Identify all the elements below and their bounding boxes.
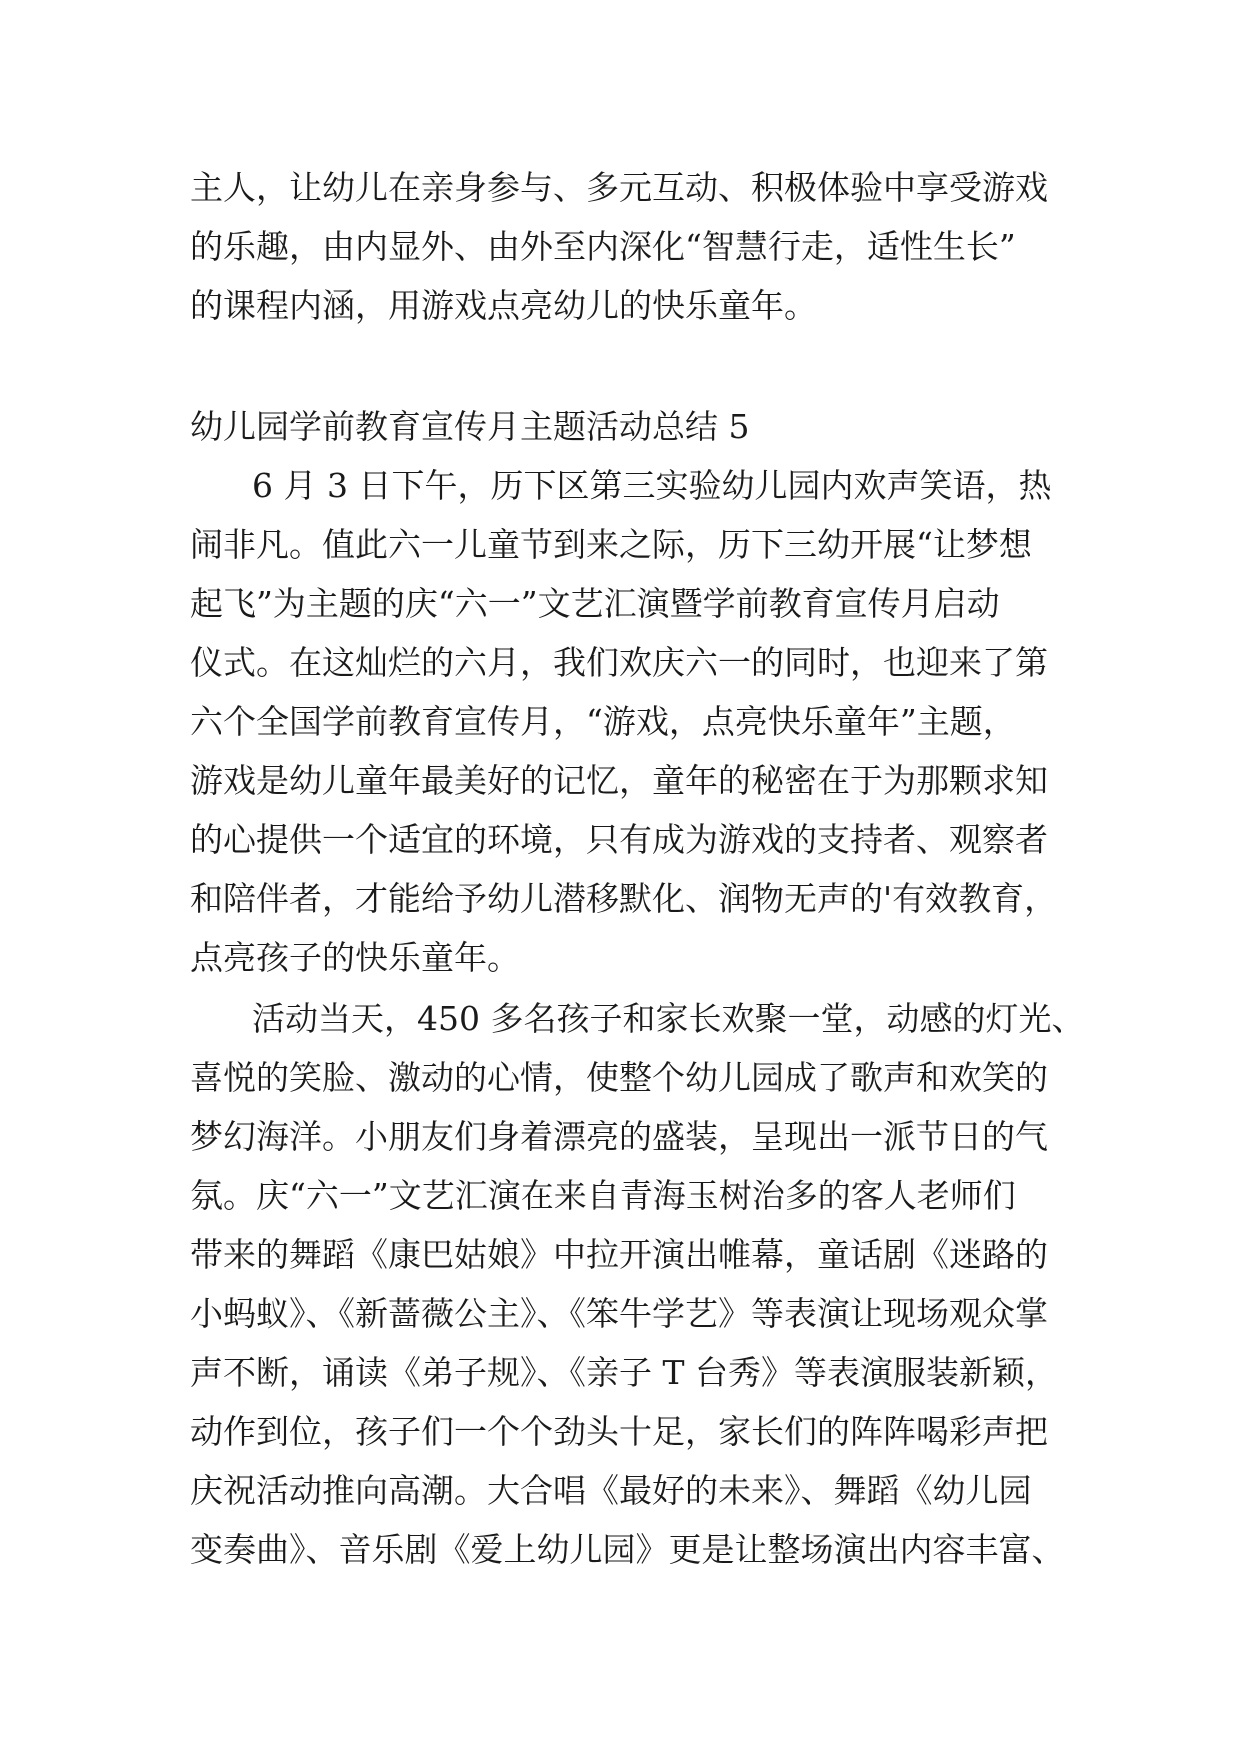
paragraph-line: 6 月 3 日下午，历下区第三实验幼儿园内欢声笑语，热 (252, 466, 1052, 505)
paragraph-line: 喜悦的笑脸、激动的心情，使整个幼儿园成了歌声和欢笑的 (190, 1058, 1048, 1097)
paragraph-line: 游戏是幼儿童年最美好的记忆，童年的秘密在于为那颗求知 (190, 761, 1048, 800)
intro-line: 的课程内涵，用游戏点亮幼儿的快乐童年。 (190, 286, 817, 325)
paragraph-line: 仪式。在这灿烂的六月，我们欢庆六一的同时，也迎来了第 (190, 643, 1048, 682)
paragraph-line: 起飞”为主题的庆“六一”文艺汇演暨学前教育宣传月启动 (190, 584, 1000, 623)
paragraph-line: 的心提供一个适宜的环境，只有成为游戏的支持者、观察者 (190, 820, 1048, 859)
paragraph-line: 梦幻海洋。小朋友们身着漂亮的盛装，呈现出一派节日的气 (190, 1117, 1048, 1156)
intro-line: 的乐趣，由内显外、由外至内深化“智慧行走，适性生长” (190, 227, 1016, 266)
paragraph-line: 点亮孩子的快乐童年。 (190, 938, 520, 977)
paragraph-line: 声不断，诵读《弟子规》、《亲子 T 台秀》等表演服装新颖， (190, 1353, 1058, 1392)
paragraph-line: 动作到位，孩子们一个个劲头十足，家长们的阵阵喝彩声把 (190, 1412, 1048, 1451)
paragraph-line: 庆祝活动推向高潮。大合唱《最好的未来》、舞蹈《幼儿园 (190, 1471, 1032, 1510)
paragraph-line: 六个全国学前教育宣传月，“游戏，点亮快乐童年”主题， (190, 702, 1016, 741)
paragraph-line: 变奏曲》、音乐剧《爱上幼儿园》更是让整场演出内容丰富、 (190, 1530, 1065, 1569)
paragraph-line: 小蚂蚁》、《新蔷薇公主》、《笨牛学艺》等表演让现场观众掌 (190, 1294, 1048, 1333)
intro-line: 主人，让幼儿在亲身参与、多元互动、积极体验中享受游戏 (190, 168, 1048, 207)
section-title: 幼儿园学前教育宣传月主题活动总结 5 (190, 407, 750, 446)
paragraph-line: 和陪伴者，才能给予幼儿潜移默化、润物无声的'有效教育， (190, 879, 1058, 918)
paragraph-line: 闹非凡。值此六一儿童节到来之际，历下三幼开展“让梦想 (190, 525, 1032, 564)
paragraph-line: 活动当天，450 多名孩子和家长欢聚一堂，动感的灯光、 (252, 999, 1085, 1038)
paragraph-line: 带来的舞蹈《康巴姑娘》中拉开演出帷幕，童话剧《迷路的 (190, 1235, 1048, 1274)
paragraph-line: 氛。庆“六一”文艺汇演在来自青海玉树治多的客人老师们 (190, 1176, 1016, 1215)
